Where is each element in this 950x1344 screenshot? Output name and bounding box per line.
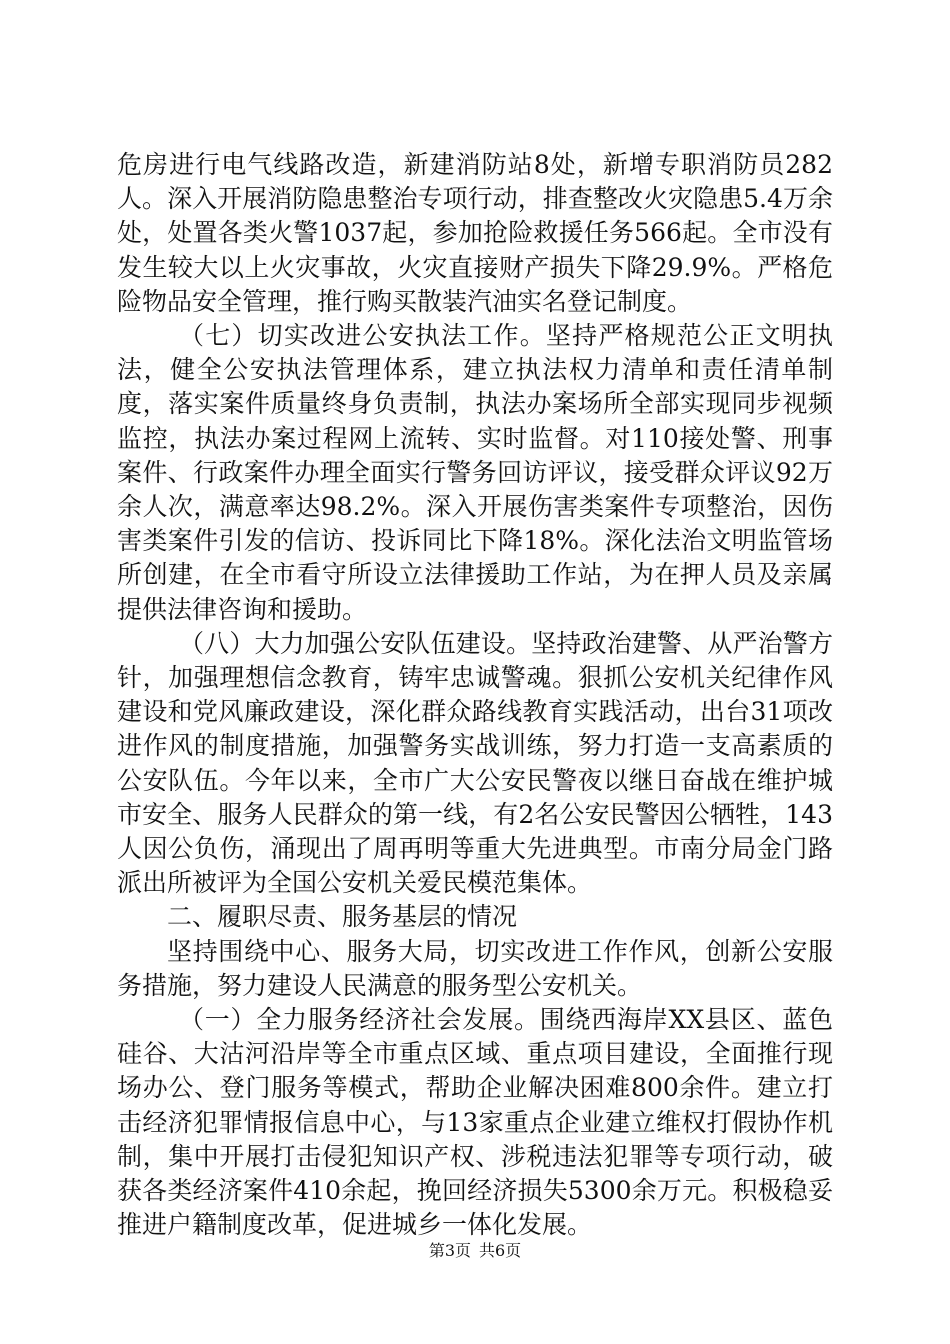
paragraph-fire-safety: 危房进行电气线路改造，新建消防站8处，新增专职消防员282人。深入开展消防隐患整治专项行动，排查整改火灾隐患5.4万余处，处置各类火警1037起，参加抢险救援任务566起。全市没有发生较大以上火灾事故，火灾直接财产损失下降29.9%。严格危险物品安全管理，推行购买散装汽油实名登记制度。 <box>117 150 833 316</box>
paragraph-team-building: （八）大力加强公安队伍建设。坚持政治建警、从严治警方针，加强理想信念教育，铸牢忠诚警魂。狠抓公安机关纪律作风建设和党风廉政建设，深化群众路线教育实践活动，出台31项改进作风的制度措施，加强警务实战训练，努力打造一支高素质的公安队伍。今年以来，全市广大公安民警夜以继日奋战在维护城市安全、服务人民群众的第一线，有2名公安民警因公牺牲，143人因公负伤，涌现出了周再明等重大先进典型。市南分局金门路派出所被评为全国公安机关爱民模范集体。 <box>117 628 833 898</box>
page-number-total: 共6页 <box>479 1241 522 1260</box>
paragraph-law-enforcement: （七）切实改进公安执法工作。坚持严格规范公正文明执法，健全公安执法管理体系，建立执法权力清单和责任清单制度，落实案件质量终身负责制，执法办案场所全部实现同步视频监控，执法办案过程网上流转、实时监督。对110接处警、刑事案件、行政案件办理全面实行警务回访评议，接受群众评议92万余人次，满意率达98.2%。深入开展伤害类案件专项整治，因伤害类案件引发的信访、投诉同比下降18%。深化法治文明监管场所创建，在全市看守所设立法律援助工作站，为在押人员及亲属提供法律咨询和援助。 <box>117 321 833 624</box>
paragraph-service-intro: 坚持围绕中心、服务大局，切实改进工作作风，创新公安服务措施，努力建设人民满意的服务型公安机关。 <box>117 936 833 1000</box>
page-number-current: 第3页 <box>428 1241 471 1260</box>
page-footer <box>0 1240 950 1262</box>
paragraph-economic-service: （一）全力服务经济社会发展。围绕西海岸XX县区、蓝色硅谷、大沽河沿岸等全市重点区域、重点项目建设，全面推行现场办公、登门服务等模式，帮助企业解决困难800余件。建立打击经济犯罪情报信息中心，与13家重点企业建立维权打假协作机制，集中开展打击侵犯知识产权、涉税违法犯罪等专项行动，破获各类经济案件410余起，挽回经济损失5300余万元。积极稳妥推进户籍制度改革，促进城乡一体化发展。 <box>117 1005 833 1240</box>
document-body <box>117 148 833 1243</box>
section-heading-two: 二、履职尽责、服务基层的情况 <box>167 902 518 932</box>
